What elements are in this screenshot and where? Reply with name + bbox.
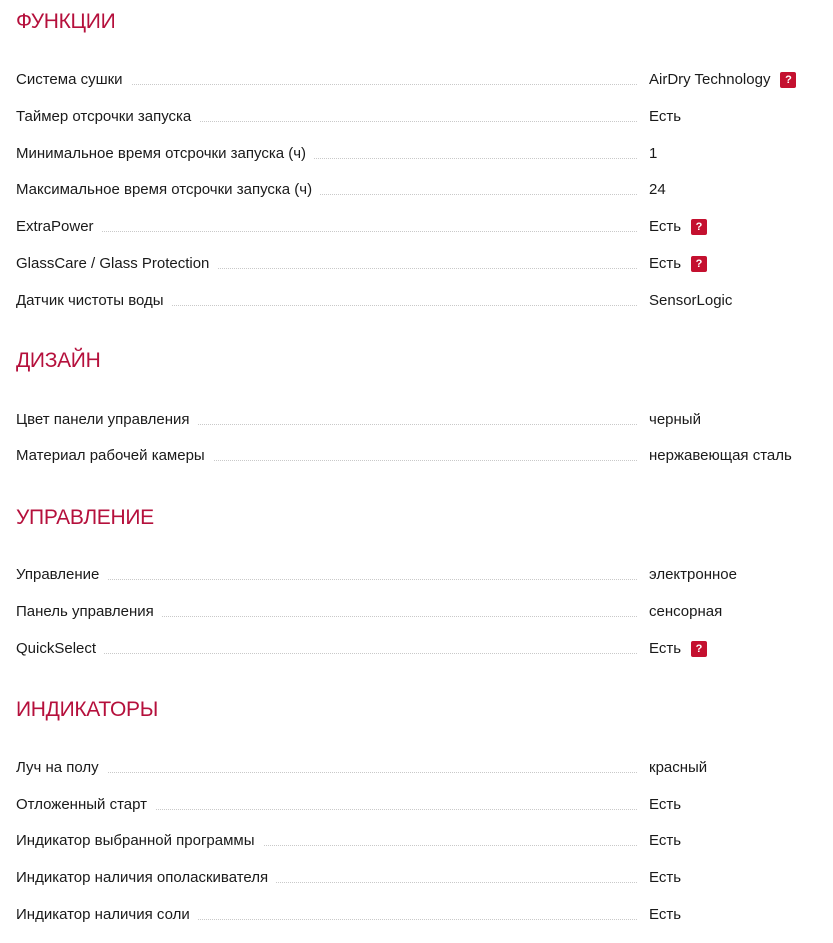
dotted-leader: [16, 579, 637, 580]
spec-label: Отложенный старт: [16, 795, 155, 815]
spec-value-cell: [649, 602, 722, 622]
spec-value-cell: [649, 144, 657, 164]
spec-label: Индикатор наличия соли: [16, 905, 198, 925]
question-icon[interactable]: ?: [780, 72, 796, 88]
spec-value-cell: [649, 107, 681, 127]
section-title: ФУНКЦИИ: [16, 10, 116, 33]
section-title: УПРАВЛЕНИЕ: [16, 506, 154, 529]
spec-value-cell: [649, 410, 701, 430]
spec-label: Панель управления: [16, 602, 162, 622]
spec-value-cell: [649, 180, 666, 200]
spec-value-cell: [649, 254, 707, 274]
spec-value-cell: [649, 565, 737, 585]
spec-row: [16, 410, 816, 430]
spec-value: Есть: [649, 255, 682, 272]
spec-row: [16, 831, 816, 851]
spec-value-cell: [649, 70, 796, 90]
spec-label: Индикатор выбранной программы: [16, 831, 263, 851]
spec-row: [16, 905, 816, 925]
spec-row: [16, 291, 816, 311]
section-title: ДИЗАЙН: [16, 349, 101, 372]
spec-value: 1: [649, 145, 658, 162]
spec-value: Есть: [649, 796, 682, 813]
spec-value-cell: [649, 639, 707, 659]
dotted-leader: [16, 772, 637, 773]
spec-label: GlassCare / Glass Protection: [16, 254, 217, 274]
question-icon[interactable]: ?: [691, 219, 707, 235]
spec-value-cell: [649, 905, 681, 925]
spec-row: [16, 565, 816, 585]
spec-label: Датчик чистоты воды: [16, 291, 172, 311]
spec-row: [16, 70, 816, 90]
spec-row: [16, 639, 816, 659]
spec-row: [16, 795, 816, 815]
spec-value-cell: [649, 868, 681, 888]
spec-label: ExtraPower: [16, 217, 102, 237]
spec-value: 24: [649, 181, 666, 198]
spec-value-cell: [649, 831, 681, 851]
question-icon[interactable]: ?: [691, 641, 707, 657]
spec-label: Индикатор наличия ополаскивателя: [16, 868, 276, 888]
spec-value: Есть: [649, 906, 682, 923]
spec-value: Есть: [649, 869, 682, 886]
spec-label: Цвет панели управления: [16, 410, 197, 430]
spec-row: [16, 446, 816, 466]
spec-row: [16, 254, 816, 274]
spec-row: [16, 180, 816, 200]
spec-label: Минимальное время отсрочки запуска (ч): [16, 144, 314, 164]
spec-value-cell: [649, 758, 707, 778]
spec-label: Таймер отсрочки запуска: [16, 107, 199, 127]
spec-value: Есть: [649, 640, 682, 657]
spec-value: электронное: [649, 566, 737, 583]
spec-value-cell: [649, 795, 681, 815]
spec-row: [16, 602, 816, 622]
spec-row: [16, 758, 816, 778]
spec-label: Управление: [16, 565, 107, 585]
spec-value: нержавеющая сталь: [649, 447, 792, 464]
spec-label: Система сушки: [16, 70, 131, 90]
spec-label: Максимальное время отсрочки запуска (ч): [16, 180, 320, 200]
spec-value: сенсорная: [649, 603, 723, 620]
spec-value-cell: [649, 291, 732, 311]
spec-row: [16, 868, 816, 888]
spec-label: Луч на полу: [16, 758, 107, 778]
spec-label: QuickSelect: [16, 639, 104, 659]
spec-row: [16, 107, 816, 127]
spec-row: [16, 144, 816, 164]
spec-value: черный: [649, 411, 701, 428]
spec-value-cell: [649, 446, 792, 466]
spec-value: Есть: [649, 108, 682, 125]
spec-row: [16, 217, 816, 237]
spec-label: Материал рабочей камеры: [16, 446, 213, 466]
spec-value: Есть: [649, 832, 682, 849]
spec-value: Есть: [649, 218, 682, 235]
spec-value: AirDry Technology: [649, 71, 771, 88]
dotted-leader: [16, 231, 637, 232]
spec-value: красный: [649, 759, 708, 776]
spec-value: SensorLogic: [649, 292, 733, 309]
dotted-leader: [16, 653, 637, 654]
question-icon[interactable]: ?: [691, 256, 707, 272]
section-title: ИНДИКАТОРЫ: [16, 698, 158, 721]
spec-value-cell: [649, 217, 707, 237]
